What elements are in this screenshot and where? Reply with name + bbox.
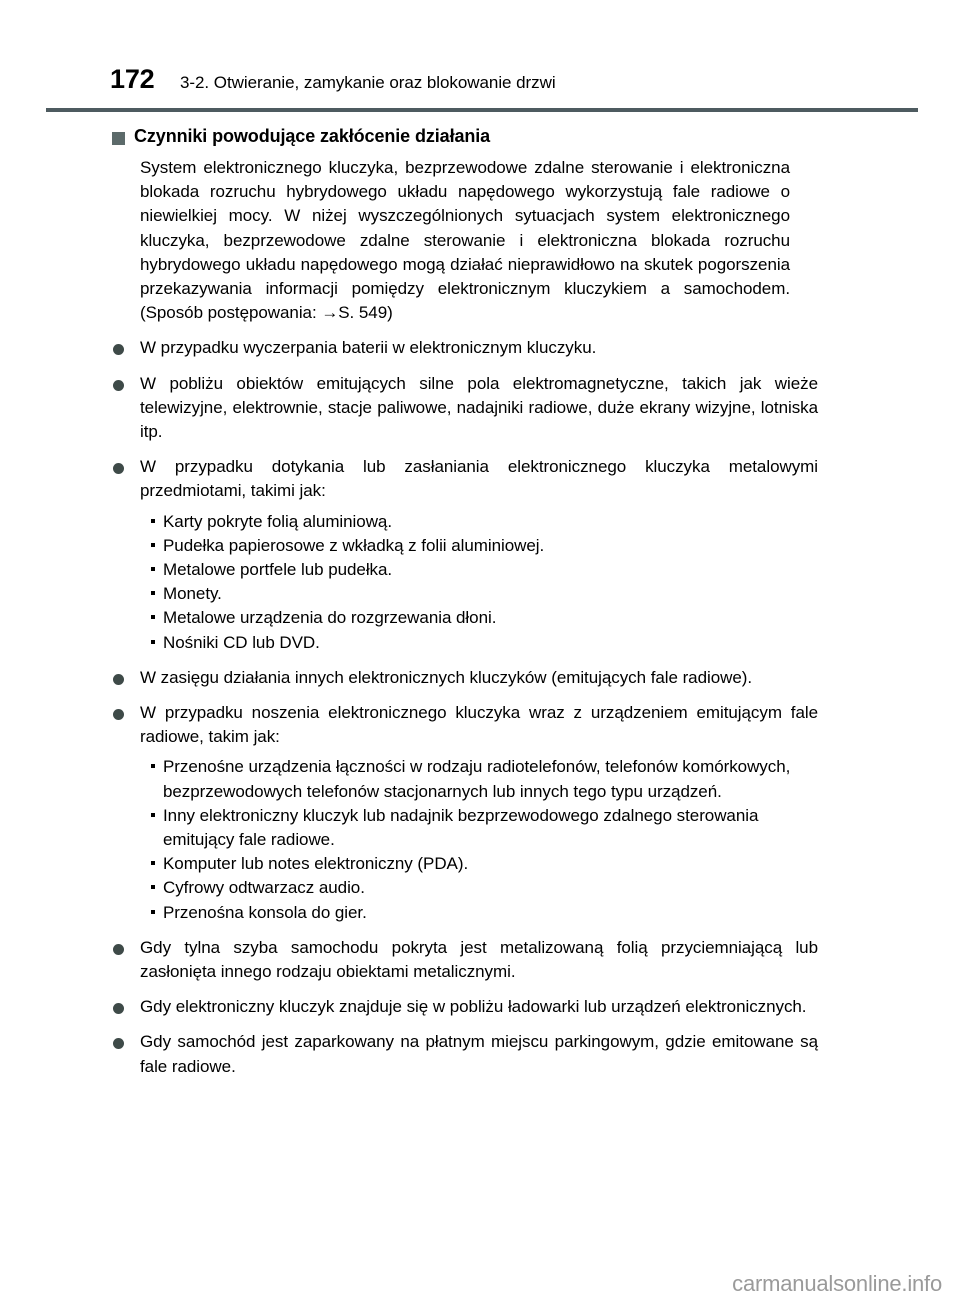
bullet-item — [112, 936, 818, 984]
bullet-item — [112, 336, 818, 360]
bullet-list — [112, 336, 818, 1078]
small-bullet-icon — [151, 910, 155, 914]
sub-bullet-item-label: Cyfrowy odtwarzacz audio. — [163, 878, 365, 898]
small-bullet-icon — [151, 885, 155, 889]
bullet-item — [112, 372, 818, 445]
sub-bullet-item — [112, 558, 818, 582]
intro-paragraph — [112, 156, 790, 325]
bullet-item — [112, 701, 818, 749]
small-bullet-icon — [151, 543, 155, 547]
sub-bullet-item — [112, 606, 818, 630]
sub-bullet-item-label: Monety. — [163, 584, 222, 604]
bullet-item — [112, 1030, 818, 1078]
header-rule-divider — [46, 108, 918, 112]
intro-text: System elektronicznego kluczyka, bezprzewodowe zdalne sterowanie i elektroniczna blokada rozruchu hybrydowego układu napędowego wykorzystują fale radiowe o niewielkiej mocy. W niżej wyszczególnionych sytuacjach system elektronicznego kluczyka, bezprzewodowe zdalne sterowanie i elektroniczna blokada rozruchu hybrydowego układu napędowego mogą działać nieprawidłowo na skutek pogorszenia przekazywania informacji pomiędzy elektronicznym kluczykiem a samochodem. (Sposób postępowania: — [140, 157, 790, 323]
dot-bullet-icon — [113, 944, 124, 955]
bullet-item — [112, 995, 818, 1019]
sub-bullet-item — [112, 901, 818, 925]
sub-bullet-item — [112, 631, 818, 655]
sub-bullet-item-label: Komputer lub notes elektroniczny (PDA). — [163, 854, 469, 874]
bullet-item-label: Gdy samochód jest zaparkowany na płatnym miejscu parkingowym, gdzie emitowane są fale radiowe. — [140, 1032, 818, 1076]
dot-bullet-icon — [113, 463, 124, 474]
dot-bullet-icon — [113, 674, 124, 685]
intro-page-reference: S. 549) — [338, 303, 393, 323]
dot-bullet-icon — [113, 1003, 124, 1014]
sub-bullet-list — [112, 510, 818, 655]
square-bullet-icon — [112, 132, 125, 145]
small-bullet-icon — [151, 519, 155, 523]
small-bullet-icon — [151, 615, 155, 619]
running-head — [46, 66, 918, 104]
small-bullet-icon — [151, 591, 155, 595]
sub-bullet-item-label: Nośniki CD lub DVD. — [163, 632, 320, 652]
running-title: 3-2. Otwieranie, zamykanie oraz blokowanie drzwi — [180, 73, 556, 92]
dot-bullet-icon — [113, 1038, 124, 1049]
page-number: 172 — [110, 64, 155, 94]
section-heading — [112, 126, 818, 148]
bullet-item-label: W zasięgu działania innych elektronicznych kluczyków (emitujących fale radiowe). — [140, 667, 753, 687]
sub-bullet-item — [112, 876, 818, 900]
small-bullet-icon — [151, 764, 155, 768]
sub-bullet-item — [112, 534, 818, 558]
sub-bullet-item-label: Pudełka papierosowe z wkładką z folii aluminiowej. — [163, 535, 545, 555]
sub-bullet-item — [112, 755, 818, 803]
bullet-item-label: Gdy tylna szyba samochodu pokryta jest metalizowaną folią przyciemniającą lub zasłonięta innego rodzaju obiektami metalicznymi. — [140, 937, 818, 982]
dot-bullet-icon — [113, 344, 124, 355]
small-bullet-icon — [151, 567, 155, 571]
sub-bullet-item-label: Przenośna konsola do gier. — [163, 902, 367, 922]
small-bullet-icon — [151, 640, 155, 644]
bullet-item-label: W przypadku noszenia elektronicznego kluczyka wraz z urządzeniem emitującym fale radiowe, takim jak: — [140, 703, 818, 747]
sub-bullet-item-label: Karty pokryte folią aluminiową. — [163, 511, 392, 531]
arrow-icon: → — [321, 303, 339, 323]
sub-bullet-item — [112, 582, 818, 606]
sub-bullet-item — [112, 510, 818, 534]
sub-bullet-item — [112, 852, 818, 876]
page-content — [112, 126, 818, 1079]
sub-bullet-item — [112, 804, 818, 852]
section-heading-label: Czynniki powodujące zakłócenie działania — [134, 126, 491, 146]
bullet-item-label: W pobliżu obiektów emitujących silne pola elektromagnetyczne, takich jak wieże telewizyjne, elektrownie, stacje paliwowe, nadajniki radiowe, duże ekrany wizyjne, lotniska itp. — [140, 373, 818, 441]
watermark: carmanualsonline.info — [732, 1271, 942, 1296]
dot-bullet-icon — [113, 380, 124, 391]
dot-bullet-icon — [113, 709, 124, 720]
sub-bullet-item-label: Metalowe portfele lub pudełka. — [163, 560, 393, 579]
small-bullet-icon — [151, 813, 155, 817]
sub-bullet-item-label: Przenośne urządzenia łączności w rodzaju radiotelefonów, telefonów komórkowych, bezprzewodowych telefonów stacjonarnych lub innych tego typu urządzeń. — [163, 757, 791, 801]
sub-bullet-list — [112, 755, 818, 924]
sub-bullet-item-label: Inny elektroniczny kluczyk lub nadajnik bezprzewodowego zdalnego sterowania emitujący fale radiowe. — [163, 805, 759, 850]
bullet-item — [112, 455, 818, 503]
small-bullet-icon — [151, 861, 155, 865]
sub-bullet-item-label: Metalowe urządzenia do rozgrzewania dłoni. — [163, 608, 497, 628]
bullet-item-label: W przypadku dotykania lub zasłaniania elektronicznego kluczyka metalowymi przedmiotami, takimi jak: — [140, 457, 818, 501]
bullet-item-label: W przypadku wyczerpania baterii w elektronicznym kluczyku. — [140, 338, 597, 358]
bullet-item — [112, 666, 818, 690]
bullet-item-label: Gdy elektroniczny kluczyk znajduje się w pobliżu ładowarki lub urządzeń elektronicznych. — [140, 997, 807, 1017]
